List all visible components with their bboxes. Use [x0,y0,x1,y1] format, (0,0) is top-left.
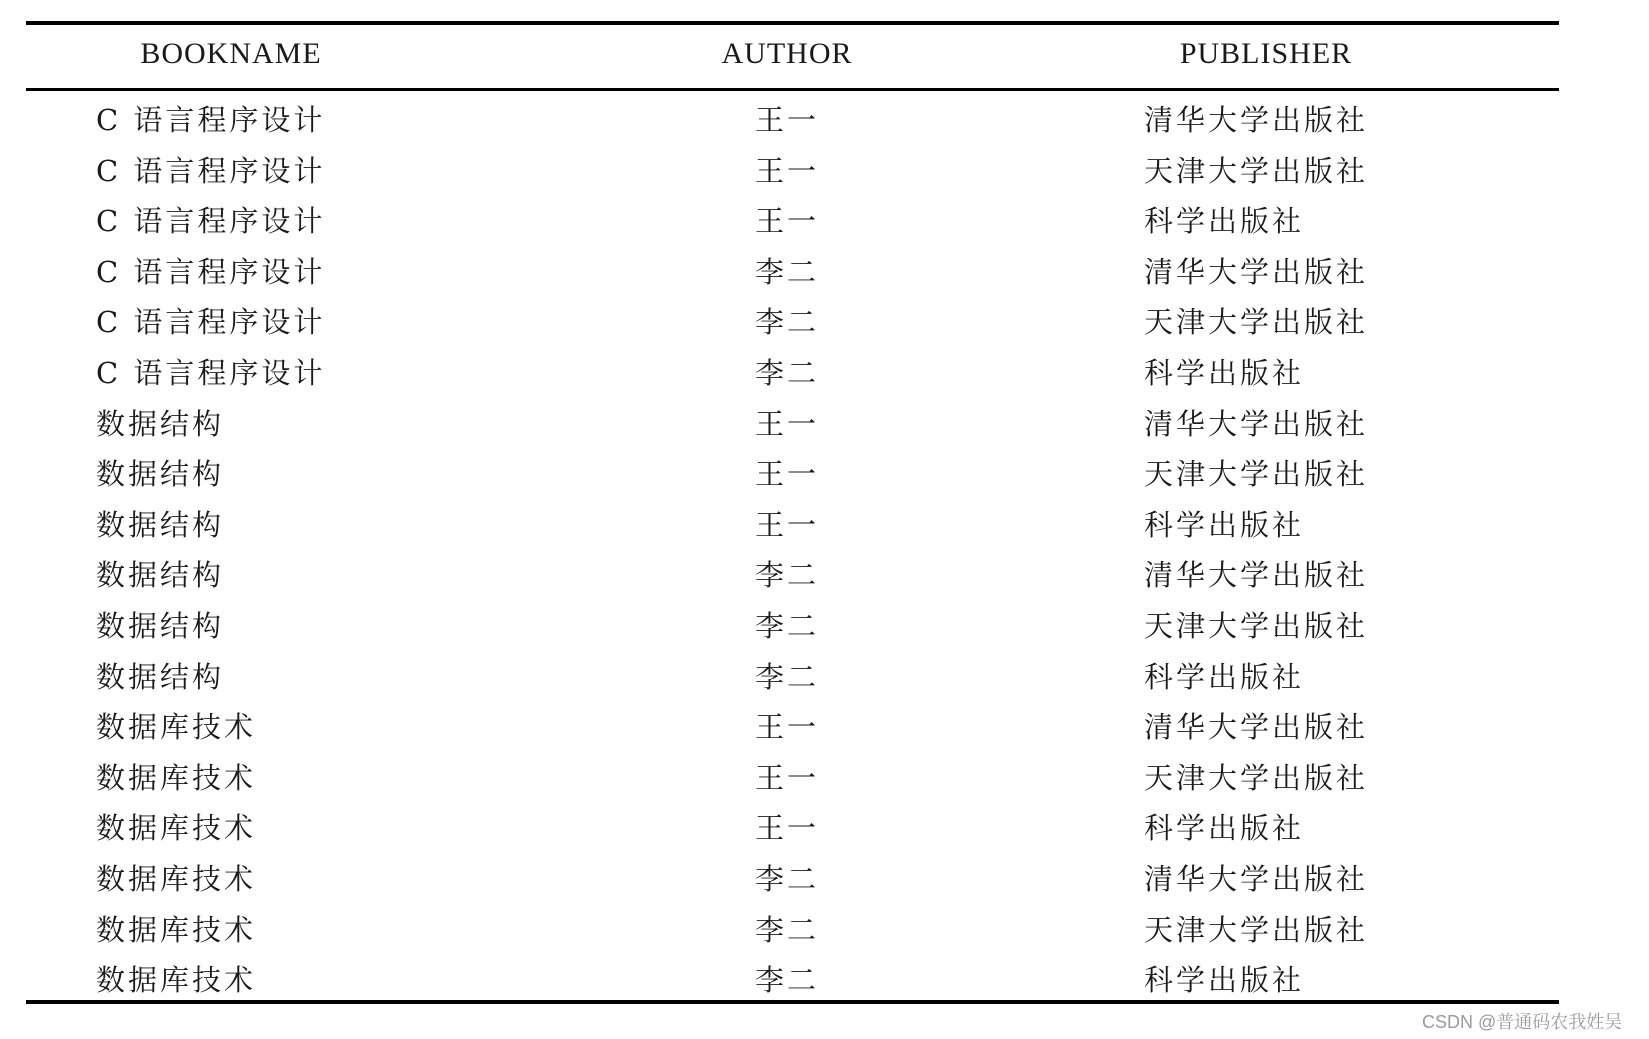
table-row [0,91,1649,142]
cell-bookname: 数据结构 [96,507,225,542]
cell-publisher: 科学出版社 [1144,507,1305,542]
column-header-bookname: BOOKNAME [140,37,322,70]
cell-publisher: 清华大学出版社 [1144,710,1369,745]
watermark: CSDN @普通码农我姓吴 [1422,1012,1623,1032]
cell-publisher: 天津大学出版社 [1144,912,1369,947]
table-row [0,142,1649,193]
table-bottom-rule [26,1000,1559,1004]
cell-bookname: C 语言程序设计 [96,153,326,188]
cell-bookname: C 语言程序设计 [96,254,326,289]
cell-publisher: 天津大学出版社 [1144,760,1369,795]
cell-bookname: 数据结构 [96,659,225,694]
cell-bookname: C 语言程序设计 [96,103,326,137]
cell-author: 王一 [754,153,820,188]
table-row [0,344,1649,395]
cell-bookname: 数据结构 [96,608,225,643]
cell-bookname: C 语言程序设计 [96,305,326,340]
cell-author: 李二 [754,254,820,289]
cell-publisher: 天津大学出版社 [1144,608,1369,643]
cell-publisher: 清华大学出版社 [1144,558,1369,593]
cell-publisher: 科学出版社 [1144,811,1305,846]
cell-author: 王一 [754,103,820,137]
cell-bookname: 数据库技术 [96,710,257,745]
cell-author: 李二 [754,861,820,896]
table-row [0,293,1649,344]
table-row [0,496,1649,547]
cell-author: 李二 [754,608,820,643]
table-row [0,951,1649,1002]
cell-publisher: 清华大学出版社 [1144,861,1369,896]
cell-bookname: 数据结构 [96,558,225,593]
cell-publisher: 清华大学出版社 [1144,406,1369,441]
table-row [0,597,1649,648]
column-header-publisher: PUBLISHER [1179,37,1353,70]
table-row [0,192,1649,243]
cell-publisher: 清华大学出版社 [1144,103,1369,137]
table-row [0,648,1649,699]
cell-bookname: 数据库技术 [96,811,257,846]
cell-author: 王一 [754,457,820,492]
table-top-rule [26,21,1559,25]
cell-author: 王一 [754,760,820,795]
cell-bookname: C 语言程序设计 [96,355,326,390]
table-row [0,749,1649,800]
cell-publisher: 清华大学出版社 [1144,254,1369,289]
cell-publisher: 科学出版社 [1144,963,1305,998]
cell-author: 李二 [754,912,820,947]
cell-publisher: 天津大学出版社 [1144,305,1369,340]
cell-author: 李二 [754,963,820,998]
cell-publisher: 天津大学出版社 [1144,457,1369,492]
cell-author: 李二 [754,355,820,390]
table-row [0,698,1649,749]
cell-publisher: 天津大学出版社 [1144,153,1369,188]
cell-bookname: 数据结构 [96,457,225,492]
table-body [0,91,1649,1002]
table-row [0,901,1649,952]
cell-bookname: 数据库技术 [96,861,257,896]
table-row [0,546,1649,597]
cell-author: 王一 [754,507,820,542]
cell-bookname: 数据库技术 [96,760,257,795]
cell-author: 李二 [754,659,820,694]
cell-author: 王一 [754,406,820,441]
cell-bookname: 数据库技术 [96,963,257,998]
cell-author: 王一 [754,710,820,745]
cell-author: 王一 [754,204,820,239]
table-row [0,799,1649,850]
table-row [0,243,1649,294]
cell-author: 李二 [754,558,820,593]
cell-publisher: 科学出版社 [1144,659,1305,694]
cell-author: 王一 [754,811,820,846]
cell-publisher: 科学出版社 [1144,204,1305,239]
table-row [0,395,1649,446]
table-row [0,850,1649,901]
cell-publisher: 科学出版社 [1144,355,1305,390]
cell-bookname: C 语言程序设计 [96,204,326,239]
column-header-author: AUTHOR [721,37,853,70]
cell-bookname: 数据结构 [96,406,225,441]
cell-author: 李二 [754,305,820,340]
table-row [0,445,1649,496]
cell-bookname: 数据库技术 [96,912,257,947]
